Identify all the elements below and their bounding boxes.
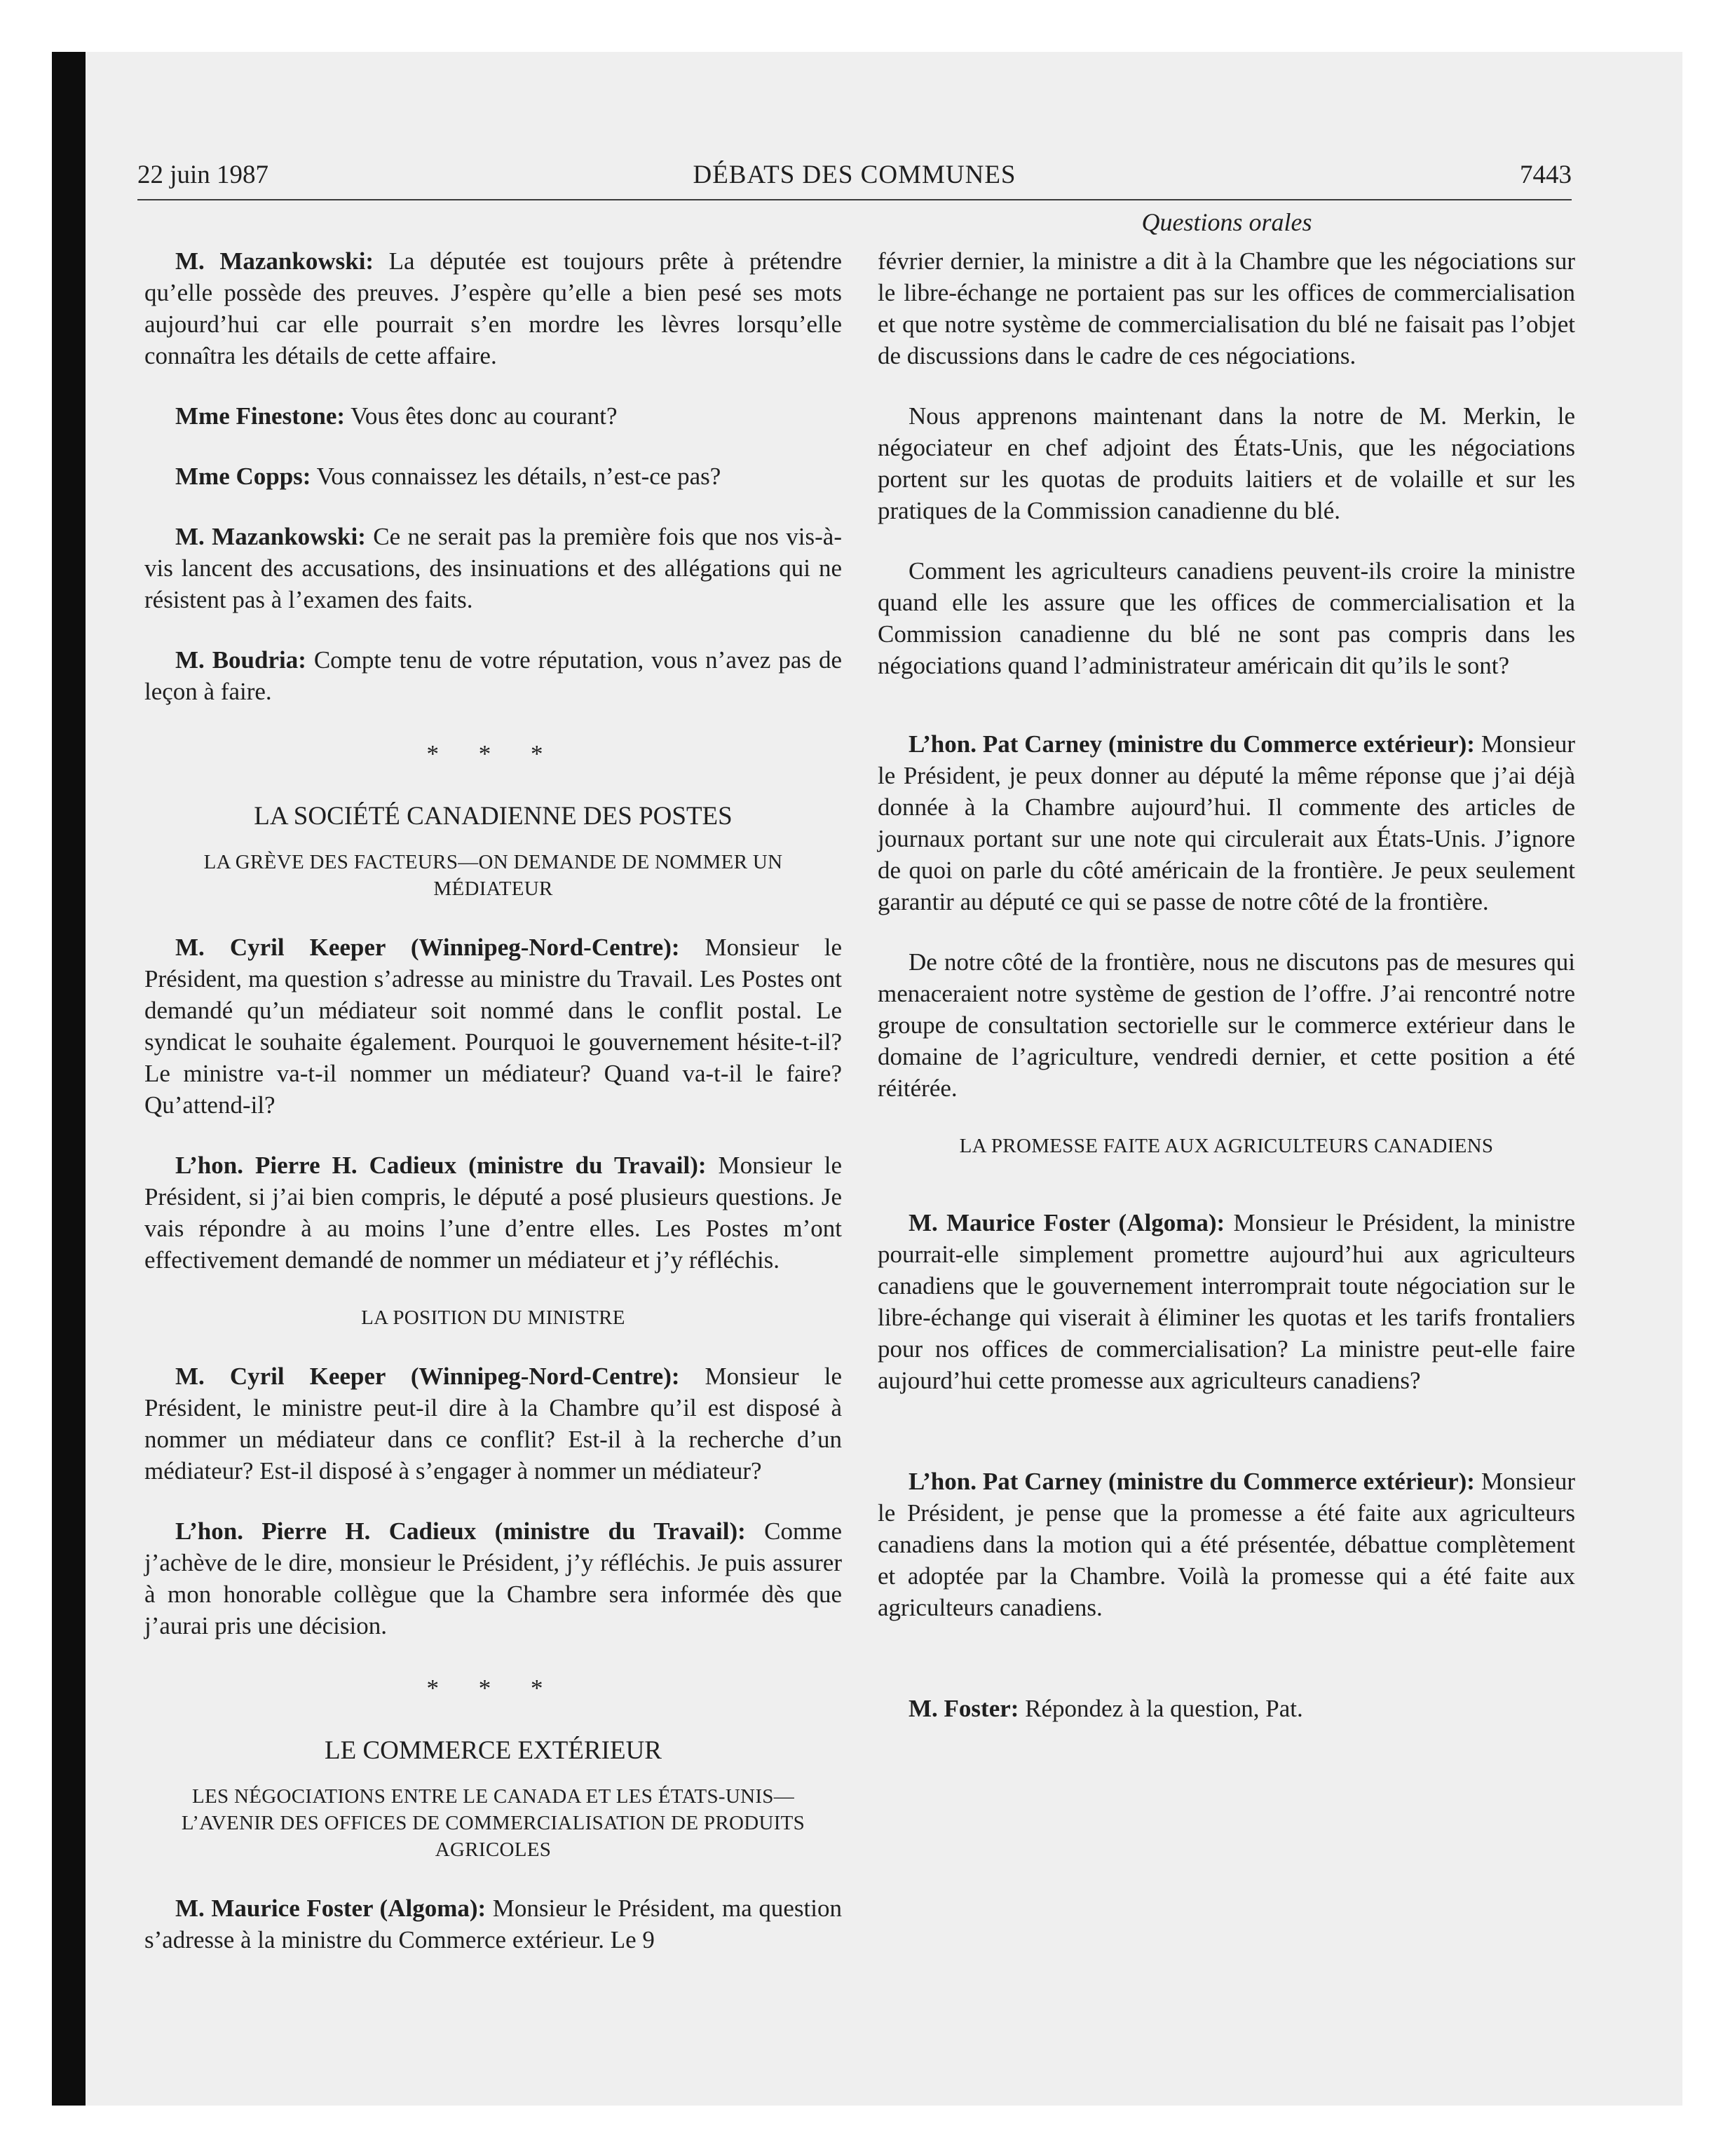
subheading: LES NÉGOCIATIONS ENTRE LE CANADA ET LES ÉTATS-UNIS— L’AVENIR DES OFFICES DE COMMERCIALISATION DE PRODUITS AGRICOLES <box>181 1785 805 1861</box>
paragraph: février dernier, la ministre a dit à la Chambre que les négociations sur le libre-échange ne portaient pas sur les offices de commercialisation et que notre système de commercialisation du blé ne faisait pas l’objet de discussions dans le cadre de ces négociations. <box>878 247 1575 369</box>
speech: Vous êtes donc au courant? <box>345 402 618 430</box>
section-separator: * * * <box>426 1674 560 1702</box>
section-separator: * * * <box>426 740 560 767</box>
speaker: M. Cyril Keeper (Winnipeg-Nord-Centre): <box>175 1363 680 1390</box>
paragraph <box>144 932 842 1121</box>
paragraph <box>144 460 842 492</box>
speech: Monsieur le Président, je pense que la promesse a été faite aux agriculteurs canadiens dans la motion qui a été présentée, débattue complètement et adoptée par la Chambre. Voilà la promesse qui a été faite aux agriculteurs canadiens. <box>878 1468 1575 1621</box>
speech: Compte tenu de votre réputation, vous n’avez pas de leçon à faire. <box>144 646 842 705</box>
speaker: Mme Copps: <box>175 463 311 490</box>
paragraph <box>878 1693 1575 1724</box>
speech: Monsieur le Président, ma question s’adresse au ministre du Travail. Les Postes ont demandé qu’un médiateur soit nommé dans le conflit postal. Le syndicat le souhaite également. Pourquoi le gouvernement hésite-t-il? Le ministre va-t-il nommer un médiateur? Quand va-t-il le faire? Qu’attend-il? <box>144 934 842 1119</box>
speaker: M. Boudria: <box>175 646 306 674</box>
section-heading: LE COMMERCE EXTÉRIEUR <box>325 1736 662 1765</box>
header-date: 22 juin 1987 <box>137 161 269 189</box>
subheading: LA GRÈVE DES FACTEURS—ON DEMANDE DE NOMMER UN MÉDIATEUR <box>203 851 783 900</box>
right-column <box>878 245 1575 1753</box>
scan-edge <box>52 52 86 2106</box>
paragraph <box>878 1466 1575 1623</box>
paragraph <box>878 1207 1575 1396</box>
paragraph <box>144 1515 842 1642</box>
paragraph <box>144 400 842 432</box>
spacer <box>878 710 1575 728</box>
paragraph <box>144 644 842 707</box>
speaker: M. Mazankowski: <box>175 247 374 275</box>
page-header <box>137 160 1572 200</box>
paragraph: De notre côté de la frontière, nous ne discutons pas de mesures qui menaceraient notre système de gestion de l’offre. J’ai rencontré notre groupe de consultation sectorielle sur le commerce extérieur dans le domaine de l’agriculture, vendredi dernier, et cette position a été réitérée. <box>878 948 1575 1102</box>
subheading: LA POSITION DU MINISTRE <box>361 1306 625 1329</box>
speech: Comme j’achève de le dire, monsieur le Président, j’y réfléchis. Je puis assurer à mon honorable collègue que la Chambre sera informée dès que j’aurai pris une décision. <box>144 1517 843 1639</box>
speech: Ce ne serait pas la première fois que nos vis-à-vis lancent des accusations, des insinuations et des allégations qui ne résistent pas à l’examen des faits. <box>144 523 842 613</box>
speaker: L’hon. Pat Carney (ministre du Commerce extérieur): <box>909 730 1475 758</box>
spacer <box>878 1189 1575 1207</box>
speaker: M. Maurice Foster (Algoma): <box>909 1209 1225 1236</box>
speaker: M. Foster: <box>909 1695 1019 1722</box>
running-head: Questions orales <box>1141 208 1312 236</box>
speech: Monsieur le Président, le ministre peut-il dire à la Chambre qu’il est disposé à nommer un médiateur dans ce conflit? Est-il à la recherche d’un médiateur? Est-il disposé à s’engager à nommer un médiateur? <box>144 1363 842 1485</box>
speech: Monsieur le Président, la ministre pourrait-elle simplement promettre aujourd’hui aux agriculteurs canadiens que le gouvernement interromprait toute négociation sur le libre-échange qui viserait à éliminer les quotas et les tarifs frontaliers pour nos offices de commercialisation? La ministre peut-elle faire aujourd’hui cette promesse aux agriculteurs canadiens? <box>878 1209 1576 1394</box>
left-column <box>144 245 842 1984</box>
speaker: Mme Finestone: <box>175 402 346 430</box>
paragraph <box>144 1149 842 1276</box>
speaker: M. Maurice Foster (Algoma): <box>175 1895 487 1922</box>
speaker: L’hon. Pat Carney (ministre du Commerce extérieur): <box>909 1468 1475 1495</box>
speech: Monsieur le Président, je peux donner au député la même réponse que j’ai déjà donnée à la Chambre aujourd’hui. Il commente des articles de journaux portant sur une note qui circulerait aux États-Unis. J’ignore de quoi on parle du côté américain de la frontière. Je peux seulement garantir au député ce qui se passe de notre côté de la frontière. <box>878 730 1575 915</box>
spacer <box>878 1425 1575 1466</box>
page-number: 7443 <box>1520 161 1572 189</box>
speaker: L’hon. Pierre H. Cadieux (ministre du Travail): <box>175 1517 746 1545</box>
section-heading: LA SOCIÉTÉ CANADIENNE DES POSTES <box>254 802 733 831</box>
paragraph <box>144 521 842 615</box>
speaker: L’hon. Pierre H. Cadieux (ministre du Travail): <box>175 1152 707 1179</box>
paragraph <box>144 245 842 371</box>
spacer <box>878 1652 1575 1693</box>
speech: La députée est toujours prête à prétendre qu’elle possède des preuves. J’espère qu’elle a bien pesé ses mots aujourd’hui car elle pourrait s’en mordre les lèvres lorsqu’elle connaîtra les détails de cette affaire. <box>144 247 842 369</box>
header-title: DÉBATS DES COMMUNES <box>693 161 1016 189</box>
paragraph: Comment les agriculteurs canadiens peuvent-ils croire la ministre quand elle les assure que les offices de commercialisation et la Commission canadienne du blé ne sont pas compris dans les négociations quand l’administrateur américain dit qu’ils le sont? <box>878 557 1575 679</box>
speech: Monsieur le Président, ma question s’adresse à la ministre du Commerce extérieur. Le 9 <box>144 1895 842 1953</box>
subheading: LA PROMESSE FAITE AUX AGRICULTEURS CANADIENS <box>959 1135 1494 1157</box>
speaker: M. Mazankowski: <box>175 523 366 550</box>
speaker: M. Cyril Keeper (Winnipeg-Nord-Centre): <box>175 934 680 961</box>
speech: Monsieur le Président, si j’ai bien compris, le député a posé plusieurs questions. Je vais répondre à au moins l’une d’entre elles. Les Postes m’ont effectivement demandé de nommer un médiateur et j’y réfléchis. <box>144 1152 842 1274</box>
paragraph <box>144 1892 842 1956</box>
speech: Répondez à la question, Pat. <box>1019 1695 1303 1722</box>
speech: Vous connaissez les détails, n’est-ce pas? <box>311 463 721 490</box>
paragraph: Nous apprenons maintenant dans la notre de M. Merkin, le négociateur en chef adjoint des États-Unis, que les négociations portent sur les quotas de produits laitiers et de volaille et sur les pratiques de la Commission canadienne du blé. <box>878 402 1575 524</box>
paragraph <box>878 728 1575 917</box>
paragraph <box>144 1360 842 1487</box>
